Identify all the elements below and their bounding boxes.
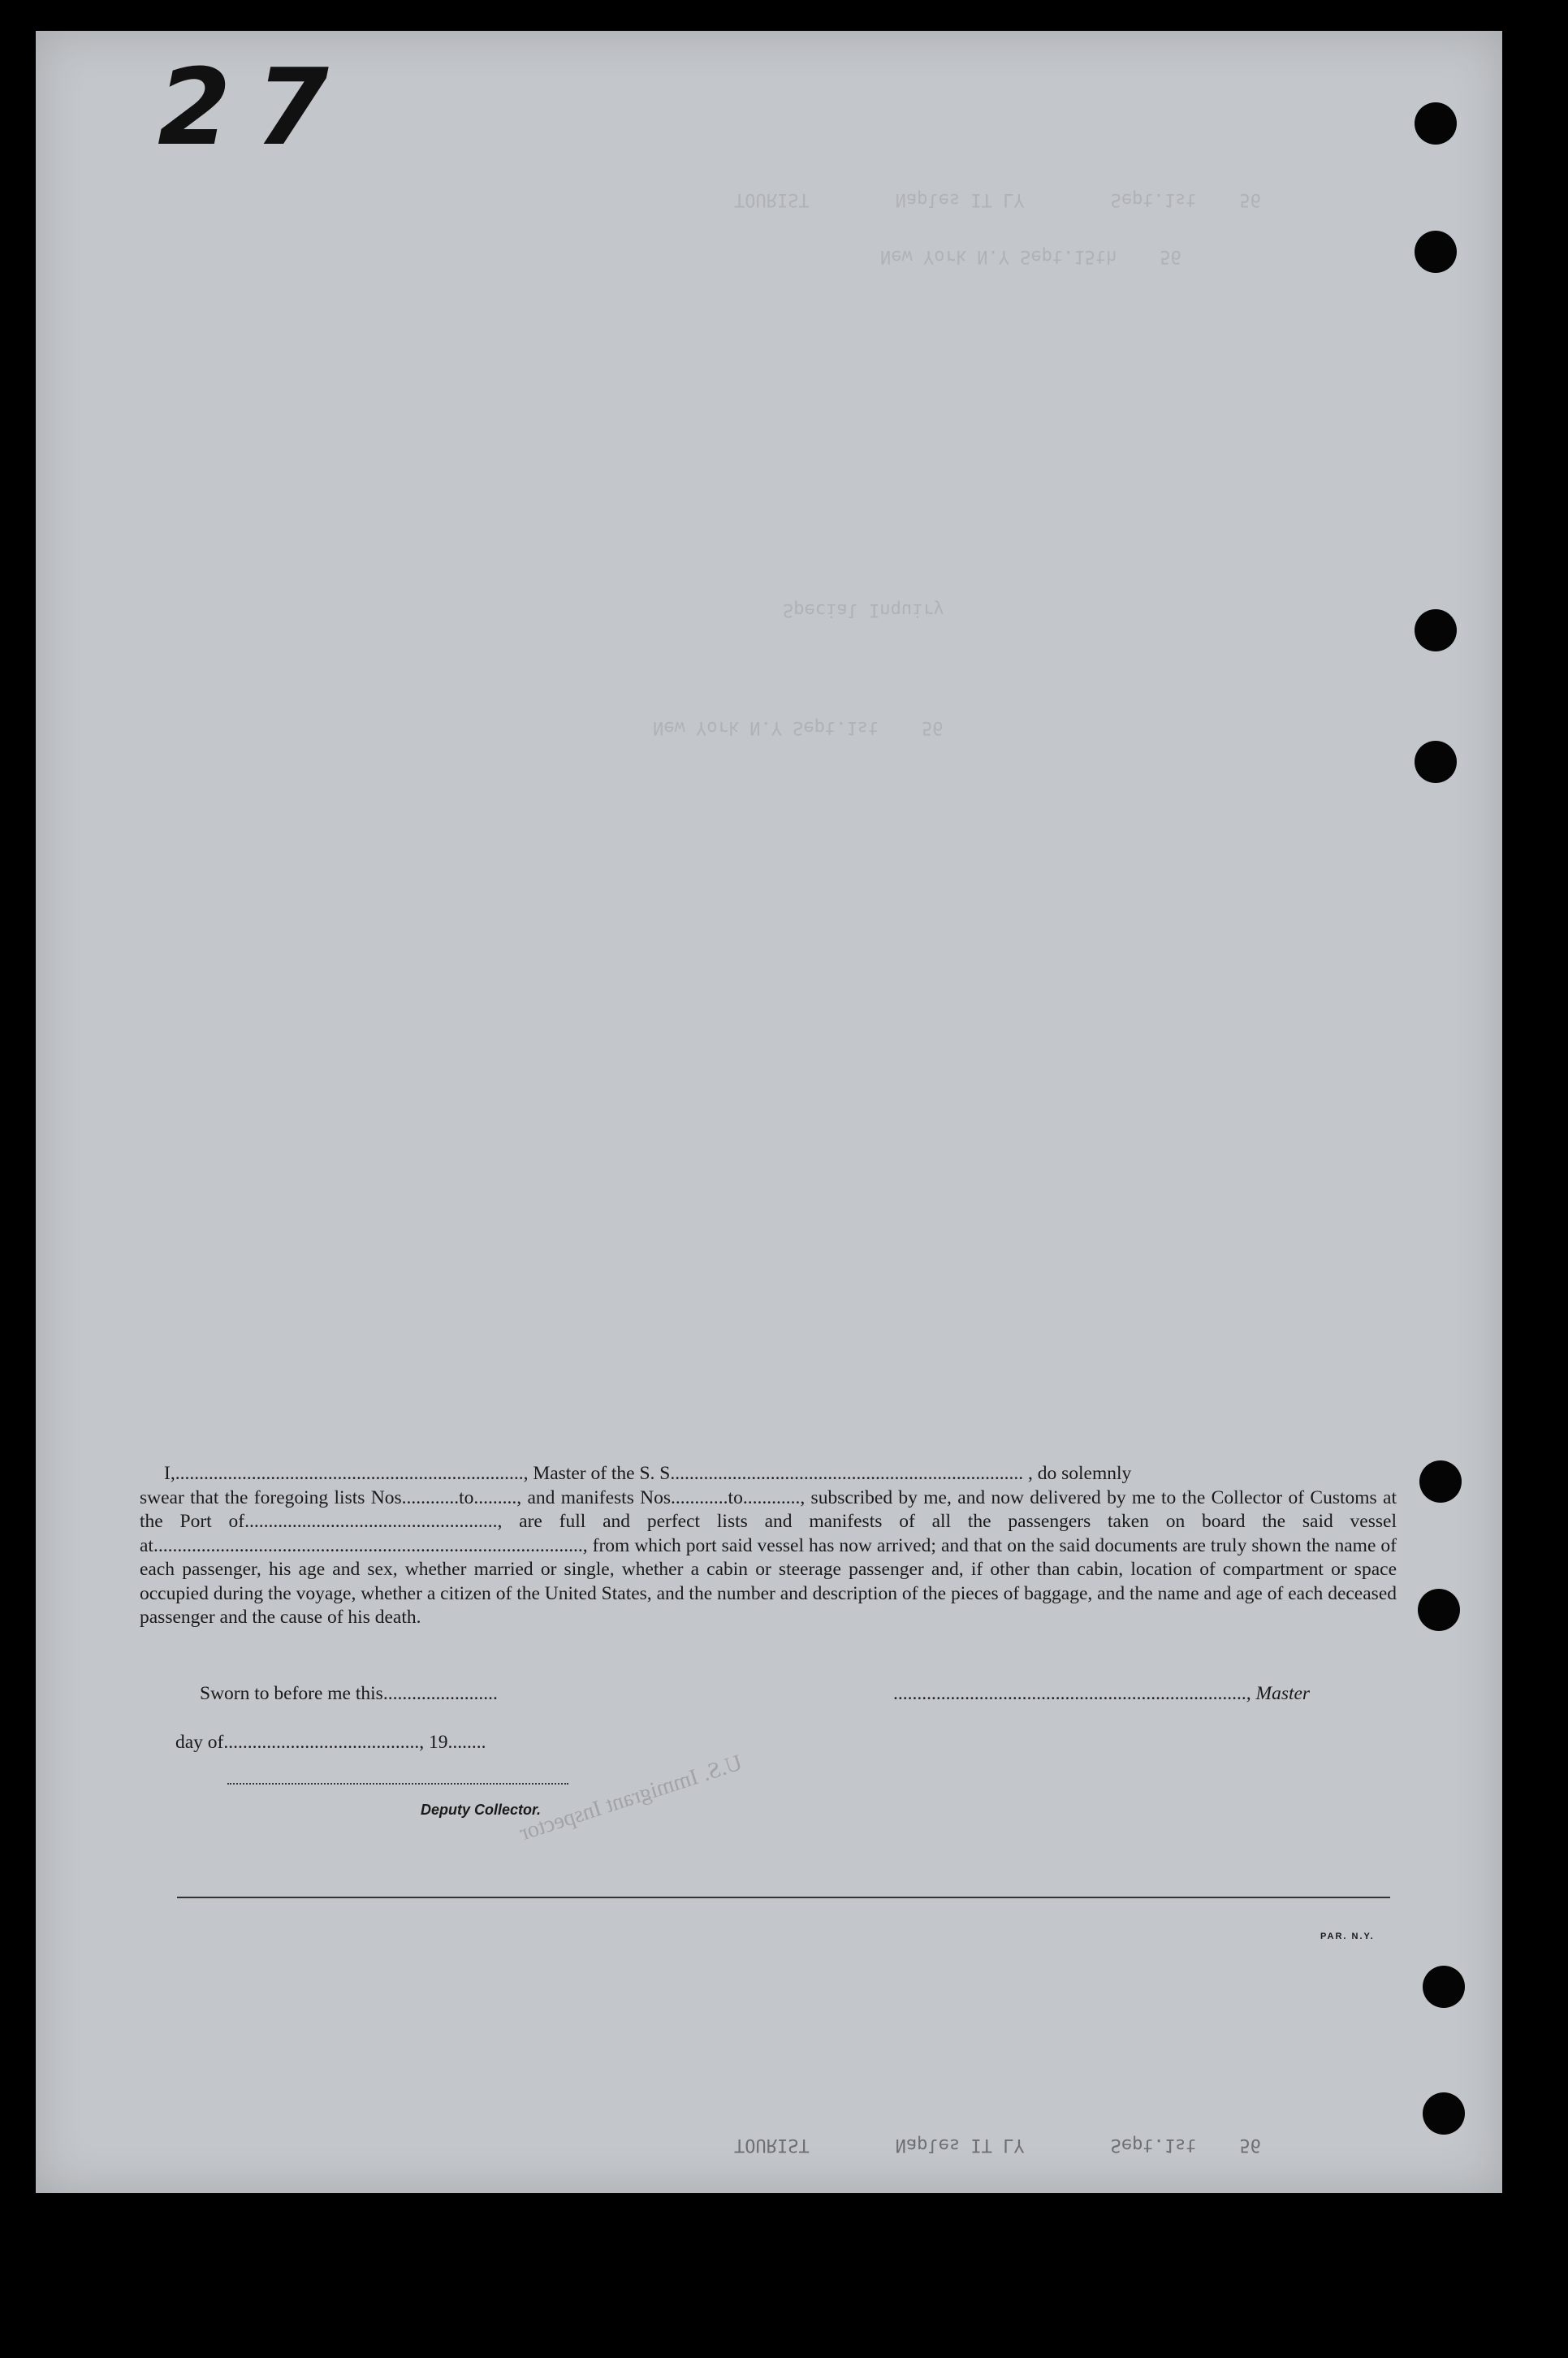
bleed-through-text: TOURIST Naples IT LY Sept.1st 56 <box>734 2135 1262 2155</box>
horizontal-rule <box>177 1897 1390 1898</box>
page-number: 27 <box>158 45 353 169</box>
bleed-through-text: Special Inquiry <box>783 599 944 620</box>
bleed-through-text: TOURIST Naples IT LY Sept.1st 56 <box>734 189 1262 210</box>
deputy-signature-line <box>227 1783 568 1785</box>
oath-first-line: I,........................................................................., Master of the S. S.......................................................................... , do solemnly <box>164 1463 1132 1484</box>
master-signature-line <box>893 1683 1310 1705</box>
binder-hole <box>1419 1460 1462 1503</box>
binder-hole <box>1415 102 1457 145</box>
binder-hole <box>1423 1966 1465 2008</box>
master-oath <box>140 1462 1397 1630</box>
binder-hole <box>1415 741 1457 783</box>
binder-hole <box>1415 231 1457 273</box>
master-label: , Master <box>1246 1683 1311 1704</box>
inspector-stamp: U.S. Immigrant Inspector <box>516 1750 745 1846</box>
master-signature-blank: .......................................................................... <box>893 1683 1246 1704</box>
binder-hole <box>1415 609 1457 651</box>
deputy-collector-label: Deputy Collector. <box>421 1802 542 1818</box>
oath-body: swear that the foregoing lists Nos............to........., and manifests Nos............to............, subscribed by me, and now delivered by me to the Collector of Customs at the Port of....................................................., are full and perfect lists and manifests of all the passengers taken on board the said vessel at.........................................................................................., from which port said vessel has now arrived; and that on the said documents are truly shown the name of each passenger, his age and sex, whether married or single, whether a cabin or steerage passenger and, if other than cabin, location of compartment or space occupied during the voyage, whether a citizen of the United States, and the number and description of the pieces of baggage, and the name and age of each deceased passenger and the cause of his death. <box>140 1486 1397 1628</box>
binder-hole <box>1418 1589 1460 1631</box>
day-of-line: day of........................................., 19........ <box>175 1732 486 1753</box>
printer-mark: PAR. N.Y. <box>1320 1932 1375 1941</box>
sworn-line: Sworn to before me this........................ <box>200 1683 498 1704</box>
manifest-page <box>36 31 1502 2193</box>
binder-hole <box>1423 2092 1465 2135</box>
bleed-through-text: New York N.Y Sept.1st 56 <box>653 717 944 738</box>
bleed-through-text: New York N.Y Sept.15th 56 <box>880 246 1181 266</box>
